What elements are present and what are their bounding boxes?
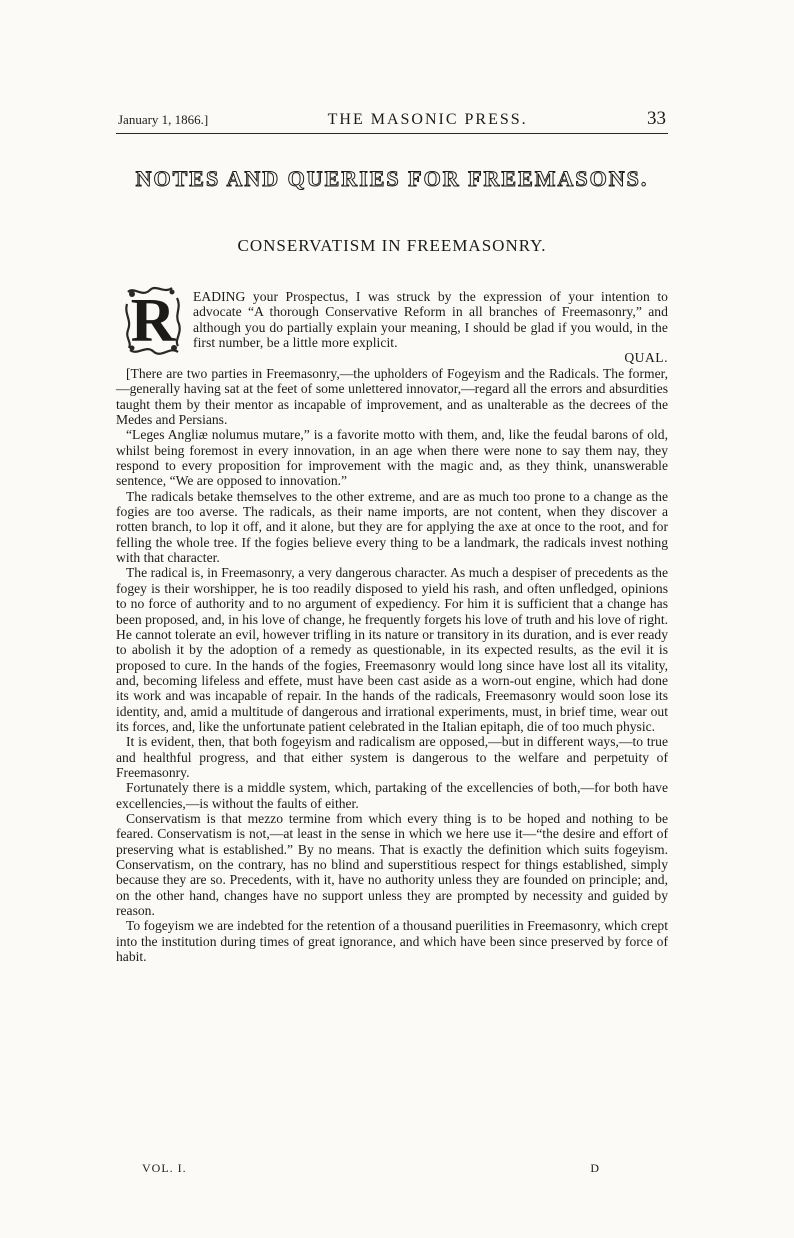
header-date: January 1, 1866.] [118,112,209,127]
drop-cap-letter: R [130,287,176,355]
header-rule [116,133,668,134]
page-number: 33 [646,108,666,129]
page-footer [142,1161,600,1176]
paragraph: Conservatism is that mezzo termine from which every thing is to be hoped and nothing to be feared. Conservatism is not,—at least in the sense in which we here use it—“the desire and effort of preserving what is established.” By no means. That is exactly the definition which suits fogeyism. Conservatism, on the contrary, has no blind and superstitious respect for things established, simply because they are so. Precedents, with it, have no authority unless they are founded on principle; and, on the other hand, changes have no support unless they are prompted by necessity and guided by reason. [116,810,668,919]
paragraph: The radical is, in Freemasonry, a very dangerous character. As much a despiser of precedents as the fogey is their worshipper, he is too readily disposed to yield his rash, and often unfledged, opinions to no force of authority and to no argument of expediency. For him it is sufficient that a change has been proposed, and, in his love of change, he frequently forgets his love of truth and his love of right. He cannot tolerate an evil, however trifling in its nature or transitory in its duration, and is ever ready to abolish it by the adoption of a remedy as questionable, in its expected results, as the evil it is proposed to cure. In the hands of the fogies, Freemasonry would long since have lost all its vitality, and, becoming lifeless and effete, must have been cast aside as a worn-out engine, which had done its work and was incapable of repair. In the hands of the radicals, Freemasonry would soon lose its identity, and, amid a multitude of dangerous and irrational experiments, must, in brief time, wear out its forces, and, like the unfortunate patient celebrated in the Italian epitaph, die of too much physic. [116,565,668,734]
journal-title: THE MASONIC PRESS. [327,111,528,128]
volume-label: VOL. I. [142,1161,187,1175]
running-head [118,108,666,130]
paragraph: “Leges Angliæ nolumus mutare,” is a favorite motto with them, and, like the feudal barons of old, whilst being foremost in every innovation, in an age when there were none to say them nay, they respond to every proposition for improvement with the magic and, as they think, unanswerable sentence, “We are opposed to innovation.” [116,427,668,489]
paragraph: [There are two parties in Freemasonry,—the upholders of Fogeyism and the Radicals. The former,—generally having sat at the feet of some unlettered innovator,—regard all the errors and absurdities taught them by their mentor as incapable of improvement, and as unalterable as the decrees of the Medes and Persians. [116,366,668,428]
paragraph: The radicals betake themselves to the other extreme, and are as much too prone to a change as the fogies are too averse. The radicals, as their name imports, are not content, when they discover a rotten branch, to lop it off, and it alone, but they are for applying the axe at once to the root, and for felling the whole tree. If the fogies believe every thing to be a landmark, the radicals invest nothing with that character. [116,488,668,566]
article-body [116,366,668,964]
paragraph: It is evident, then, that both fogeyism and radicalism are opposed,—but in different ways,—to true and healthful progress, and that either system is dangerous to the welfare and perpetuity of Freemasonry. [116,734,668,780]
article-title: CONSERVATISM IN FREEMASONRY. [237,236,547,255]
signature-mark: D [590,1161,600,1175]
letter-signature: QUAL. [624,350,668,365]
lead-paragraph: EADING your Prospectus, I was struck by the expression of your intention to advocate “A thorough Conservative Reform in all branches of Freemasonry,” and although you do partially explain your meaning, I should be glad if you would, in the first number, be a little more explicit. [193,289,668,351]
ornamental-drop-cap [124,284,182,358]
paragraph: To fogeyism we are indebted for the retention of a thousand puerilities in Freemasonry, which crept into the institution during times of great ignorance, and which have been since preserved by force of habit. [116,918,668,965]
section-title: NOTES AND QUERIES FOR FREEMASONS. [135,166,649,191]
paragraph: Fortunately there is a middle system, which, partaking of the excellencies of both,—for both have excellencies,—is without the faults of either. [116,780,668,811]
